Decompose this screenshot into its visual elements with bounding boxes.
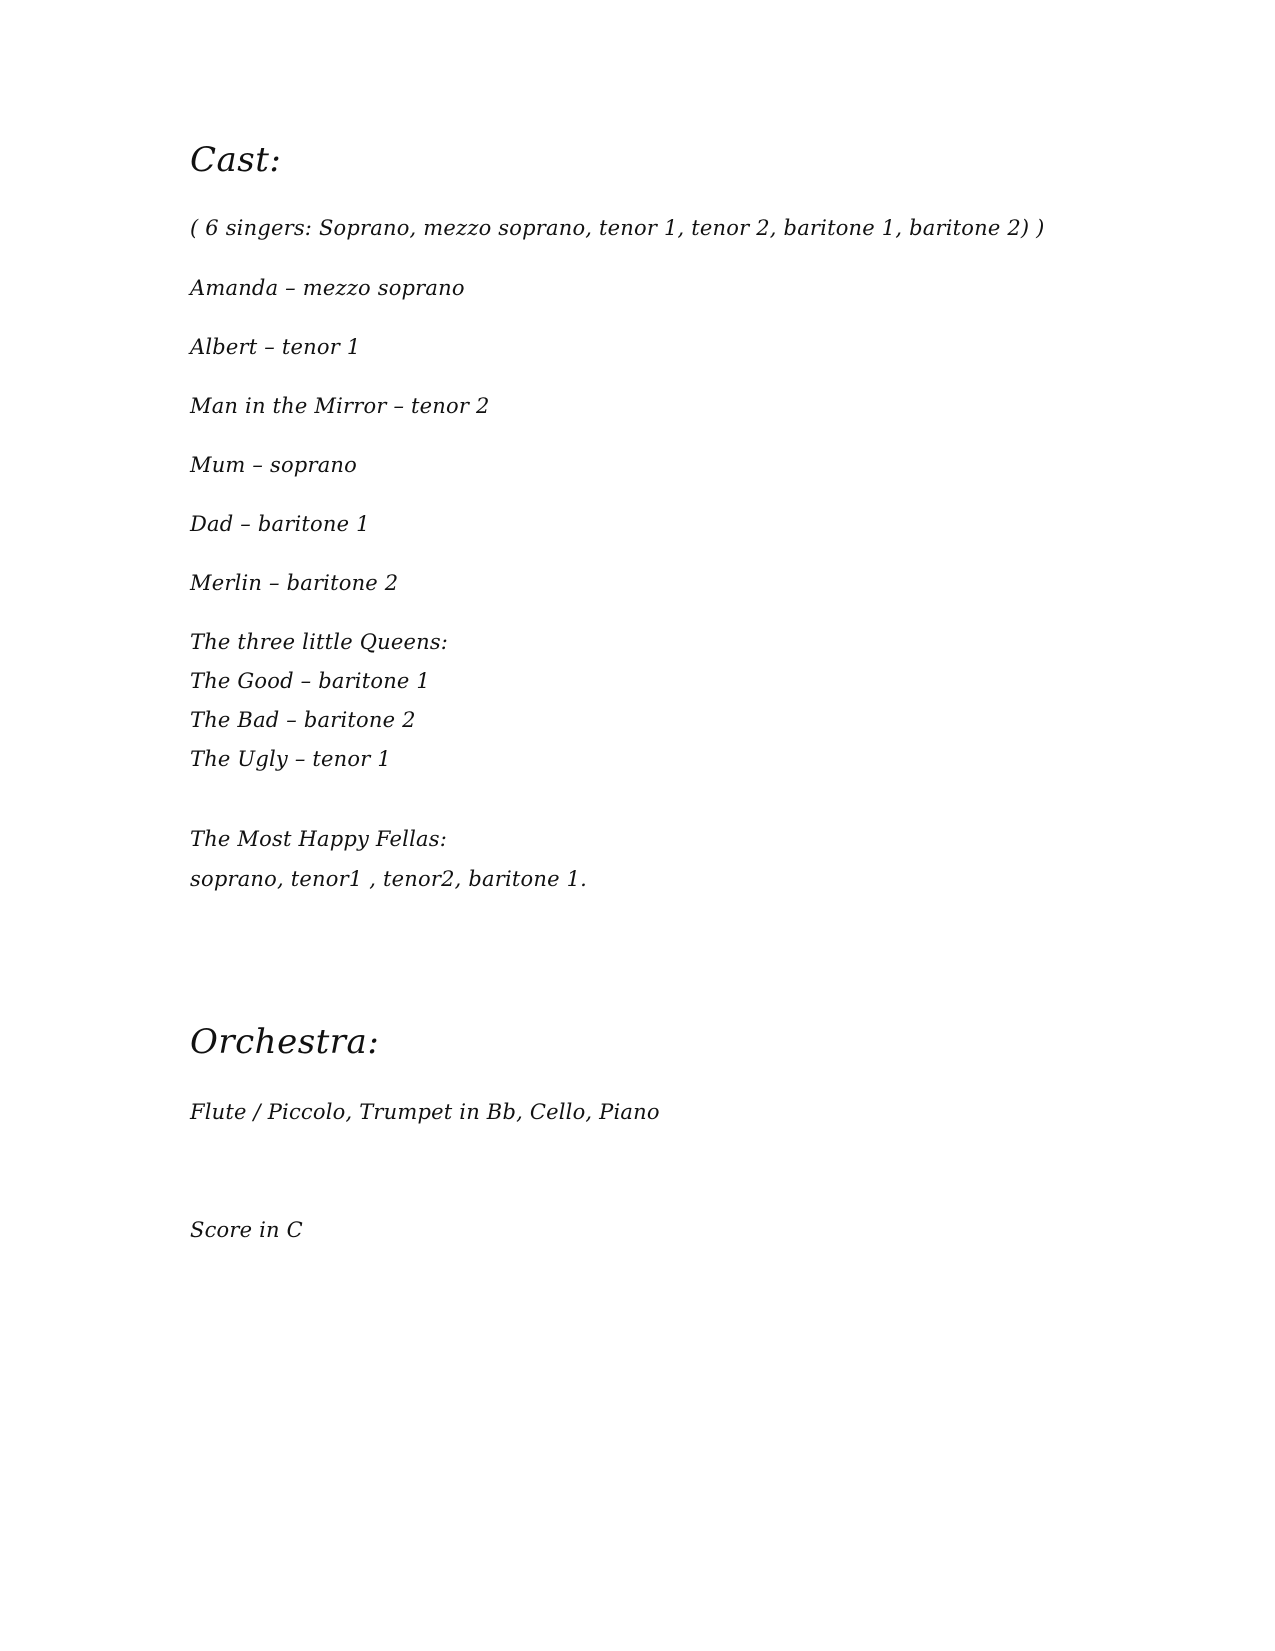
singers-note: ( 6 singers: Soprano, mezzo soprano, tenor 1, tenor 2, baritone 1, baritone 2) ): [190, 216, 1045, 240]
role-man-in-the-mirror: Man in the Mirror – tenor 2: [190, 394, 490, 418]
orchestra-instruments: Flute / Piccolo, Trumpet in Bb, Cello, Piano: [190, 1100, 660, 1124]
role-dad: Dad – baritone 1: [190, 512, 370, 536]
score-note: Score in C: [190, 1218, 303, 1242]
queen-ugly: The Ugly – tenor 1: [190, 747, 391, 771]
fellas-voices: soprano, tenor1 , tenor2, baritone 1.: [190, 867, 588, 891]
queen-bad: The Bad – baritone 2: [190, 708, 416, 732]
queen-good: The Good – baritone 1: [190, 669, 430, 693]
role-albert: Albert – tenor 1: [190, 335, 361, 359]
queens-title: The three little Queens:: [190, 630, 449, 654]
fellas-title: The Most Happy Fellas:: [190, 827, 447, 851]
role-mum: Mum – soprano: [190, 453, 357, 477]
role-merlin: Merlin – baritone 2: [190, 571, 399, 595]
role-amanda: Amanda – mezzo soprano: [190, 276, 465, 300]
cast-heading: Cast:: [190, 140, 282, 180]
orchestra-heading: Orchestra:: [190, 1022, 380, 1062]
